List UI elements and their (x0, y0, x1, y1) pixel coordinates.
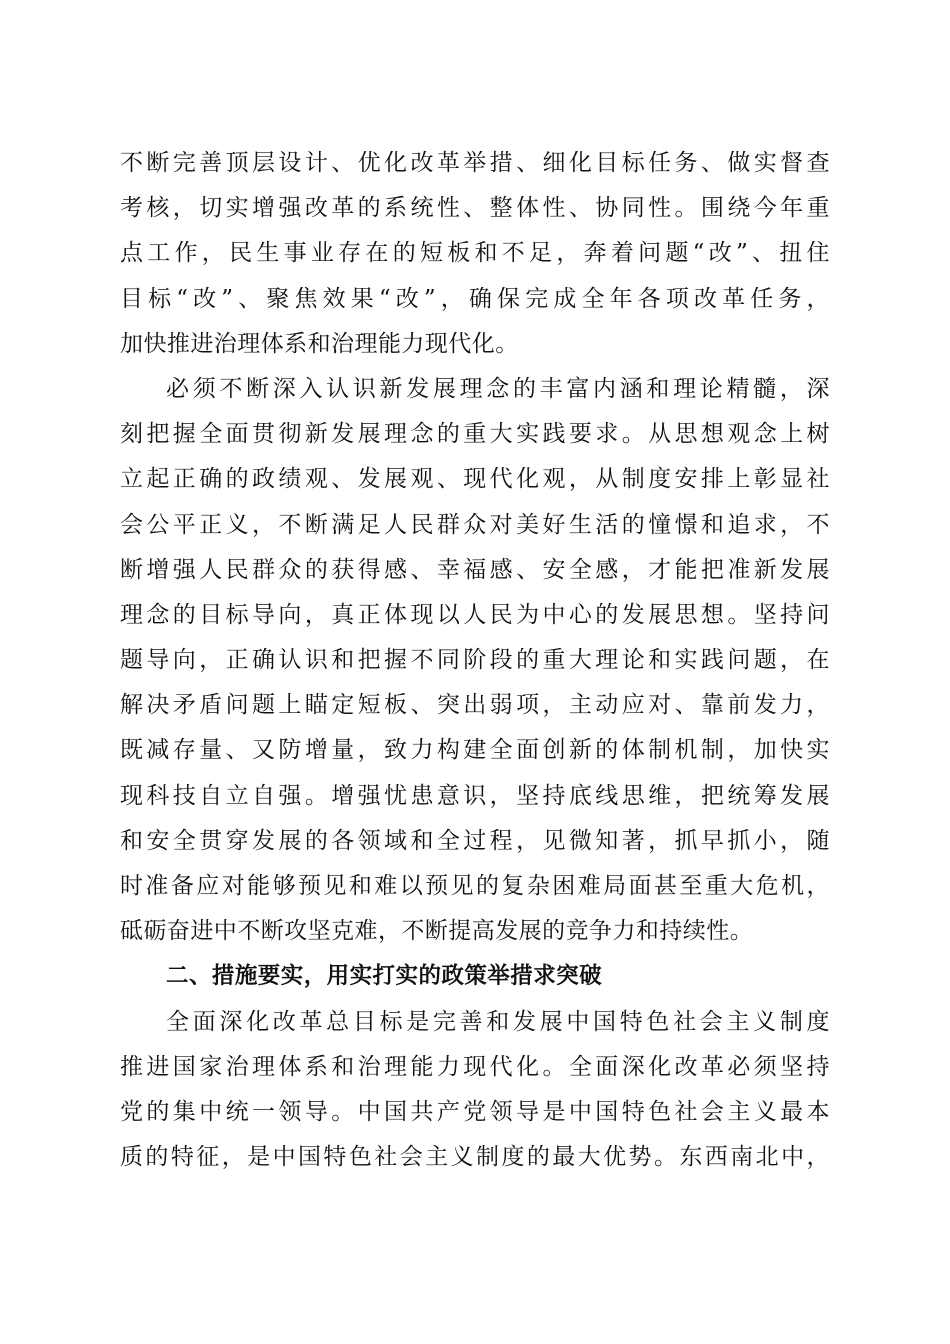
paragraph-line: 全面深化改革总目标是完善和发展中国特色社会主义制度 (166, 1008, 830, 1035)
paragraph-line: 既减存量、又防增量，致力构建全面创新的体制机制，加快实 (120, 737, 830, 764)
paragraph-line: 加快推进治理体系和治理能力现代化。 (120, 330, 519, 357)
document-body (120, 141, 830, 1180)
paragraph-line: 不断完善顶层设计、优化改革举措、细化目标任务、做实督查 (120, 150, 830, 176)
paragraph-line: 现科技自立自强。增强忧患意识，坚持底线思维，把统筹发展 (120, 782, 830, 809)
paragraph-line: 解决矛盾问题上瞄定短板、突出弱项，主动应对、靠前发力， (120, 692, 830, 719)
paragraph-line: 断增强人民群众的获得感、幸福感、安全感，才能把准新发展 (120, 556, 830, 583)
paragraph-line: 党的集中统一领导。中国共产党领导是中国特色社会主义最本 (120, 1098, 830, 1125)
paragraph-line: 和安全贯穿发展的各领域和全过程，见微知著，抓早抓小，随 (120, 827, 830, 854)
paragraph-line: 点工作，民生事业存在的短板和不足，奔着问题“改”、扭住 (120, 240, 830, 267)
paragraph-line: 必须不断深入认识新发展理念的丰富内涵和理论精髓，深 (166, 375, 830, 402)
paragraph-line: 刻把握全面贯彻新发展理念的重大实践要求。从思想观念上树 (120, 421, 830, 448)
paragraph-1 (120, 141, 830, 367)
paragraph-line: 质的特征，是中国特色社会主义制度的最大优势。东西南北中， (120, 1144, 830, 1171)
paragraph-3 (120, 1000, 830, 1181)
paragraph-line: 理念的目标导向，真正体现以人民为中心的发展思想。坚持问 (120, 601, 830, 628)
paragraph-2 (120, 367, 830, 954)
paragraph-line: 砥砺奋进中不断攻坚克难，不断提高发展的竞争力和持续性。 (120, 918, 754, 945)
section-heading: 二、措施要实，用实打实的政策举措求突破 (166, 963, 603, 990)
paragraph-line: 会公平正义，不断满足人民群众对美好生活的憧憬和追求，不 (120, 511, 830, 538)
paragraph-line: 立起正确的政绩观、发展观、现代化观，从制度安排上彰显社 (120, 466, 830, 493)
paragraph-line: 题导向，正确认识和把握不同阶段的重大理论和实践问题，在 (120, 647, 830, 674)
paragraph-line: 推进国家治理体系和治理能力现代化。全面深化改革必须坚持 (120, 1053, 830, 1080)
paragraph-line: 考核，切实增强改革的系统性、整体性、协同性。围绕今年重 (120, 195, 830, 222)
paragraph-line: 时准备应对能够预见和难以预见的复杂困难局面甚至重大危机， (120, 873, 830, 899)
paragraph-line: 目标“改”、聚焦效果“改”，确保完成全年各项改革任务， (120, 285, 830, 312)
